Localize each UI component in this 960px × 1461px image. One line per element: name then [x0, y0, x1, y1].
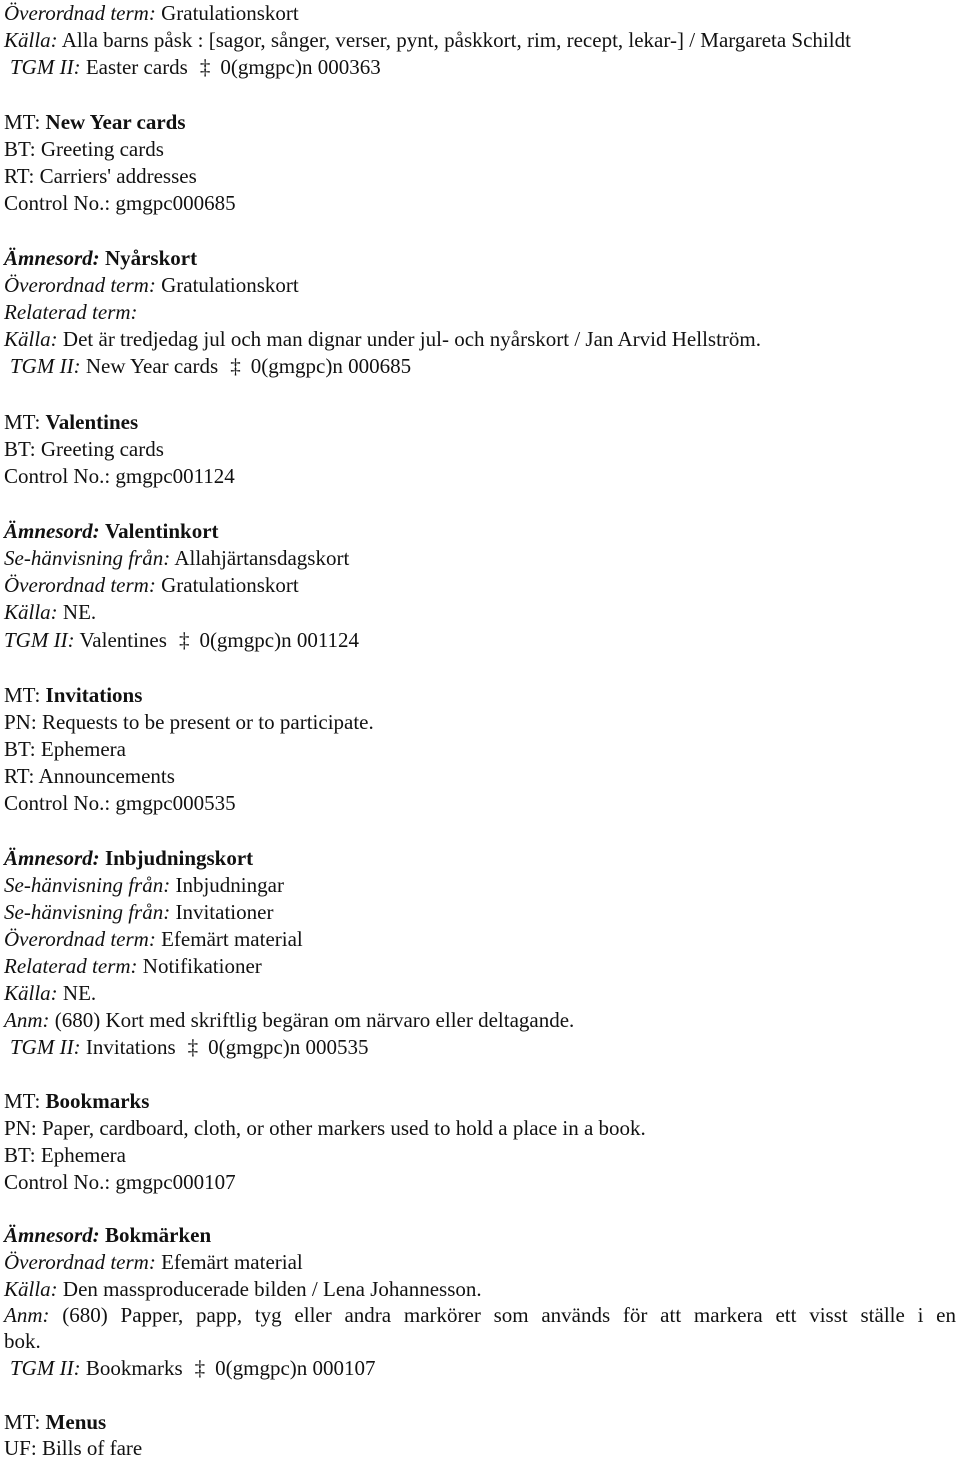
tgm-code: 0(gmgpc)n 001124	[199, 628, 360, 652]
field-label: Relaterad term:	[4, 300, 138, 324]
field-value: Gratulationskort	[161, 1, 299, 25]
pn-row	[4, 709, 956, 735]
field-value: Paper, cardboard, cloth, or other markers used to hold a place in a book.	[41, 1116, 646, 1140]
main-term: Bookmarks	[45, 1089, 150, 1113]
field-label: Ämnesord:	[4, 1223, 100, 1247]
field-value: (680) Papper, papp, tyg eller andra markörer som används för att markera ett visst ställe i en	[62, 1303, 956, 1327]
amnesord-row	[4, 245, 956, 271]
rt-row	[4, 763, 956, 789]
control-no-row	[4, 190, 956, 216]
mt-row	[4, 409, 956, 435]
overordnad-term-row	[4, 926, 956, 952]
field-value: Announcements	[38, 764, 175, 788]
field-label: Control No.:	[4, 464, 111, 488]
field-value: Ephemera	[40, 1143, 126, 1167]
kalla-row	[4, 980, 956, 1006]
se-hanvisning-row	[4, 872, 956, 898]
tgm-code: 0(gmgpc)n 000685	[250, 354, 412, 378]
kalla-row	[4, 599, 956, 625]
field-label: Överordnad term:	[4, 1, 156, 25]
field-value: Notifikationer	[142, 954, 262, 978]
field-value: Det är tredjedag jul och man dignar under jul- och nyårskort / Jan Arvid Hellström.	[62, 327, 761, 351]
field-label: Control No.:	[4, 791, 111, 815]
field-label: TGM II:	[10, 354, 81, 378]
tgm-term: Bookmarks	[85, 1356, 183, 1380]
overordnad-term-row	[4, 1249, 956, 1275]
mt-row	[4, 109, 956, 135]
mt-row	[4, 1088, 956, 1114]
kalla-row	[4, 1276, 956, 1302]
field-value: Efemärt material	[161, 1250, 303, 1274]
uf-row	[4, 1435, 956, 1461]
field-value: Alla barns påsk : [sagor, sånger, verser, pynt, påskkort, rim, recept, lekar-] / Margareta Schildt	[61, 28, 851, 52]
field-value: bok.	[4, 1329, 41, 1353]
field-label: TGM II:	[10, 1356, 81, 1380]
field-label: Se-hänvisning från:	[4, 546, 171, 570]
field-value: NE.	[62, 600, 97, 624]
pn-row	[4, 1115, 956, 1141]
field-label: MT:	[4, 1089, 41, 1113]
field-label: Relaterad term:	[4, 954, 138, 978]
tgm-term: Invitations	[85, 1035, 176, 1059]
kalla-row	[4, 326, 956, 352]
overordnad-term-row	[4, 272, 956, 298]
field-label: Control No.:	[4, 191, 111, 215]
field-value: Carriers' addresses	[39, 164, 197, 188]
field-value: Invitationer	[175, 900, 274, 924]
tgm-term: Easter cards	[85, 55, 188, 79]
field-label: Överordnad term:	[4, 273, 156, 297]
tgm-term: Valentines	[79, 628, 167, 652]
field-label: Överordnad term:	[4, 927, 156, 951]
amnesord-row	[4, 845, 956, 871]
anm-continuation-row	[4, 1328, 956, 1354]
control-no-row	[4, 463, 956, 489]
field-label: Se-hänvisning från:	[4, 873, 171, 897]
field-label: BT:	[4, 437, 36, 461]
double-dagger-symbol: ‡	[178, 628, 190, 652]
field-value: Inbjudningar	[175, 873, 284, 897]
overordnad-term-row	[4, 572, 956, 598]
tgm-row	[10, 353, 956, 379]
field-label: Överordnad term:	[4, 573, 156, 597]
field-label: PN:	[4, 710, 37, 734]
field-label: Anm:	[4, 1303, 50, 1327]
subject-term: Inbjudningskort	[104, 846, 254, 870]
overordnad-term-row	[4, 0, 956, 26]
field-label: Källa:	[4, 981, 58, 1005]
field-label: Överordnad term:	[4, 1250, 156, 1274]
field-value: Gratulationskort	[161, 573, 299, 597]
field-value: NE.	[62, 981, 97, 1005]
field-value: Requests to be present or to participate.	[41, 710, 374, 734]
field-value: Ephemera	[40, 737, 126, 761]
amnesord-row	[4, 518, 956, 544]
control-no-row	[4, 1169, 956, 1195]
field-value: (680) Kort med skriftlig begäran om närvaro eller deltagande.	[54, 1008, 575, 1032]
subject-term: Valentinkort	[104, 519, 219, 543]
tgm-row	[10, 54, 956, 80]
double-dagger-symbol: ‡	[199, 55, 211, 79]
field-label: Källa:	[4, 600, 58, 624]
field-label: Anm:	[4, 1008, 50, 1032]
anm-row	[4, 1302, 956, 1328]
field-label: BT:	[4, 137, 36, 161]
field-value: Bills of fare	[41, 1436, 143, 1460]
field-value: Greeting cards	[40, 437, 164, 461]
field-label: Control No.:	[4, 1170, 111, 1194]
field-label: BT:	[4, 1143, 36, 1167]
field-value: Efemärt material	[161, 927, 303, 951]
field-value: gmgpc000107	[115, 1170, 236, 1194]
tgm-code: 0(gmgpc)n 000107	[215, 1356, 376, 1380]
rt-row	[4, 163, 956, 189]
main-term: Invitations	[45, 683, 143, 707]
field-value: Gratulationskort	[161, 273, 299, 297]
field-label: Ämnesord:	[4, 246, 100, 270]
double-dagger-symbol: ‡	[187, 1035, 199, 1059]
field-value: Allahjärtansdagskort	[174, 546, 350, 570]
field-label: Källa:	[4, 1277, 58, 1301]
field-label: MT:	[4, 410, 41, 434]
field-label: TGM II:	[10, 1035, 81, 1059]
control-no-row	[4, 790, 956, 816]
main-term: Valentines	[45, 410, 139, 434]
field-label: Ämnesord:	[4, 846, 100, 870]
field-label: Se-hänvisning från:	[4, 900, 171, 924]
tgm-row	[4, 627, 956, 653]
tgm-row	[10, 1034, 956, 1060]
field-label: BT:	[4, 737, 36, 761]
tgm-code: 0(gmgpc)n 000535	[208, 1035, 369, 1059]
field-value: Greeting cards	[40, 137, 164, 161]
bt-row	[4, 1142, 956, 1168]
mt-row	[4, 682, 956, 708]
field-label: MT:	[4, 683, 41, 707]
tgm-term: New Year cards	[85, 354, 219, 378]
double-dagger-symbol: ‡	[230, 354, 241, 378]
amnesord-row	[4, 1222, 956, 1248]
tgm-code: 0(gmgpc)n 000363	[220, 55, 381, 79]
subject-term: Nyårskort	[104, 246, 198, 270]
kalla-row	[4, 27, 956, 53]
relaterad-term-row	[4, 299, 956, 325]
anm-row	[4, 1007, 956, 1033]
field-value: Den massproducerade bilden / Lena Johannesson.	[62, 1277, 482, 1301]
relaterad-term-row	[4, 953, 956, 979]
bt-row	[4, 436, 956, 462]
se-hanvisning-row	[4, 899, 956, 925]
bt-row	[4, 736, 956, 762]
field-label: Källa:	[4, 28, 58, 52]
field-value: gmgpc000535	[115, 791, 236, 815]
tgm-row	[10, 1355, 956, 1381]
subject-term: Bokmärken	[104, 1223, 212, 1247]
mt-row	[4, 1409, 956, 1435]
field-value: gmgpc000685	[115, 191, 236, 215]
field-label: UF:	[4, 1436, 37, 1460]
field-label: Ämnesord:	[4, 519, 100, 543]
double-dagger-symbol: ‡	[194, 1356, 206, 1380]
field-value: gmgpc001124	[115, 464, 235, 488]
main-term: Menus	[45, 1410, 107, 1434]
bt-row	[4, 136, 956, 162]
field-label: MT:	[4, 1410, 41, 1434]
main-term: New Year cards	[45, 110, 186, 134]
field-label: TGM II:	[4, 628, 75, 652]
field-label: Källa:	[4, 327, 58, 351]
field-label: MT:	[4, 110, 41, 134]
field-label: RT:	[4, 764, 35, 788]
field-label: TGM II:	[10, 55, 81, 79]
field-label: RT:	[4, 164, 35, 188]
field-label: PN:	[4, 1116, 37, 1140]
se-hanvisning-row	[4, 545, 956, 571]
